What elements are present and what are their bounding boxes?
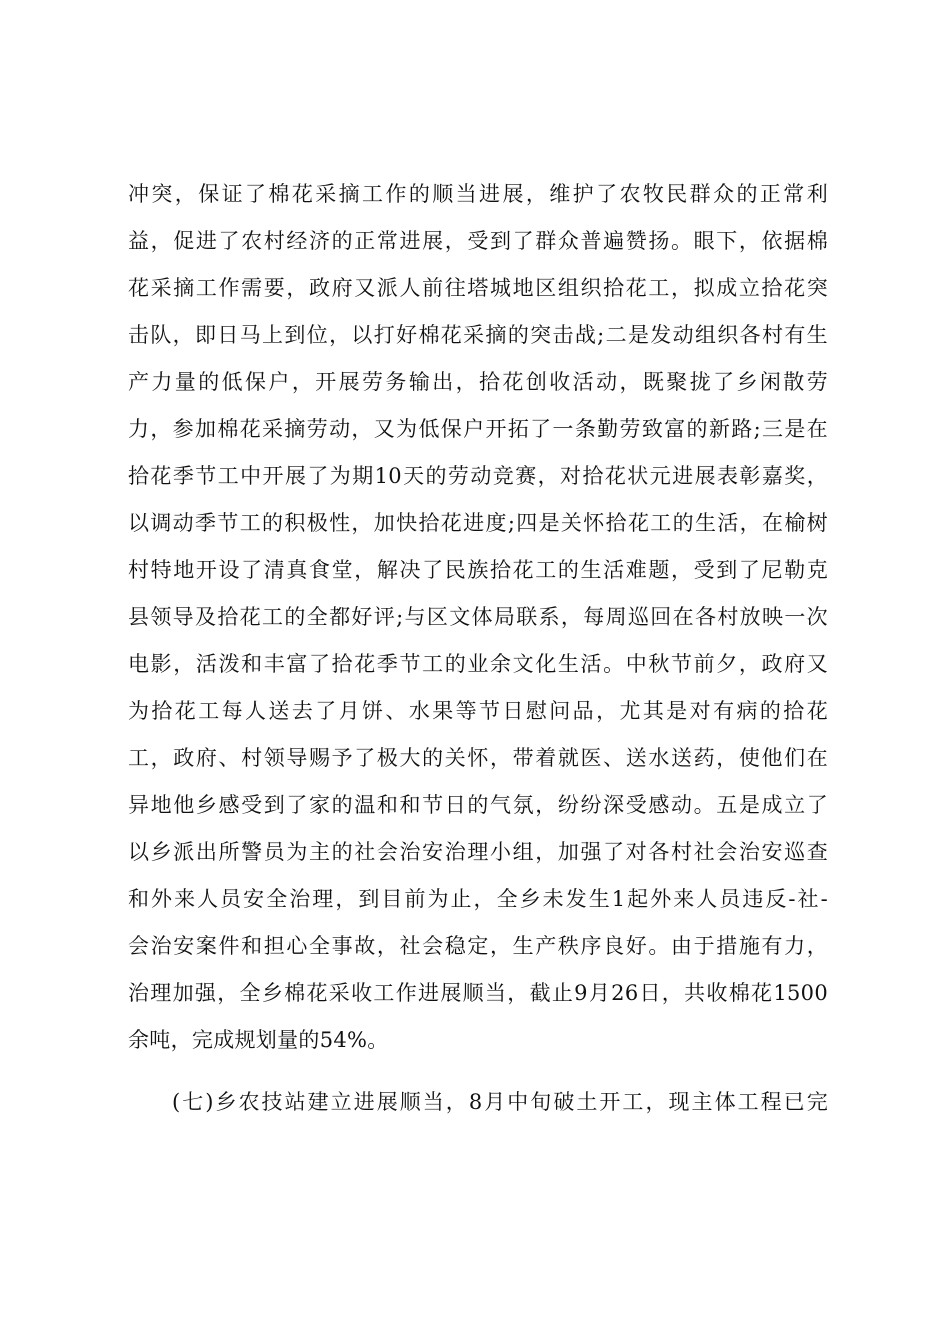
text-line: 益，促进了农村经济的正常进展，受到了群众普遍赞扬。眼下，依据棉 (128, 229, 828, 253)
text-line: 冲突，保证了棉花采摘工作的顺当进展，维护了农牧民群众的正常利 (128, 182, 828, 206)
text-line: 拾花季节工中开展了为期10天的劳动竞赛，对拾花状元进展表彰嘉奖， (128, 464, 828, 488)
paragraph (128, 1090, 828, 1137)
text-line: 以乡派出所警员为主的社会治安治理小组，加强了对各村社会治安巡查 (128, 840, 828, 864)
text-line: 异地他乡感受到了家的温和和节日的气氛，纷纷深受感动。五是成立了 (128, 793, 828, 817)
text-line: 治理加强，全乡棉花采收工作进展顺当，截止9月26日，共收棉花1500 (128, 981, 828, 1005)
text-line: 为拾花工每人送去了月饼、水果等节日慰问品，尤其是对有病的拾花 (128, 699, 828, 723)
text-line: 以调动季节工的积极性，加快拾花进度;四是关怀拾花工的生活，在榆树 (128, 511, 828, 535)
text-line: 力，参加棉花采摘劳动，又为低保户开拓了一条勤劳致富的新路;三是在 (128, 417, 828, 441)
text-line: 会治安案件和担心全事故，社会稳定，生产秩序良好。由于措施有力， (128, 934, 828, 958)
text-line: 村特地开设了清真食堂，解决了民族拾花工的生活难题，受到了尼勒克 (128, 558, 828, 582)
text-line: 产力量的低保户，开展劳务输出，拾花创收活动，既聚拢了乡闲散劳 (128, 370, 828, 394)
text-line: 工，政府、村领导赐予了极大的关怀，带着就医、送水送药，使他们在 (128, 746, 828, 770)
text-line: 余吨，完成规划量的54%。 (128, 1028, 389, 1052)
text-line: 和外来人员安全治理，到目前为止，全乡未发生1起外来人员违反-社- (128, 887, 828, 911)
text-line: (七)乡农技站建立进展顺当，8月中旬破土开工，现主体工程已完 (172, 1090, 828, 1114)
text-line: 县领导及拾花工的全都好评;与区文体局联系，每周巡回在各村放映一次 (128, 605, 828, 629)
paragraph (128, 182, 828, 1075)
text-line: 电影，活泼和丰富了拾花季节工的业余文化生活。中秋节前夕，政府又 (128, 652, 828, 676)
text-line: 击队，即日马上到位，以打好棉花采摘的突击战;二是发动组织各村有生 (128, 323, 828, 347)
paragraph-gap (128, 1075, 828, 1090)
document-body (128, 182, 828, 1137)
text-line: 花采摘工作需要，政府又派人前往塔城地区组织拾花工，拟成立拾花突 (128, 276, 828, 300)
